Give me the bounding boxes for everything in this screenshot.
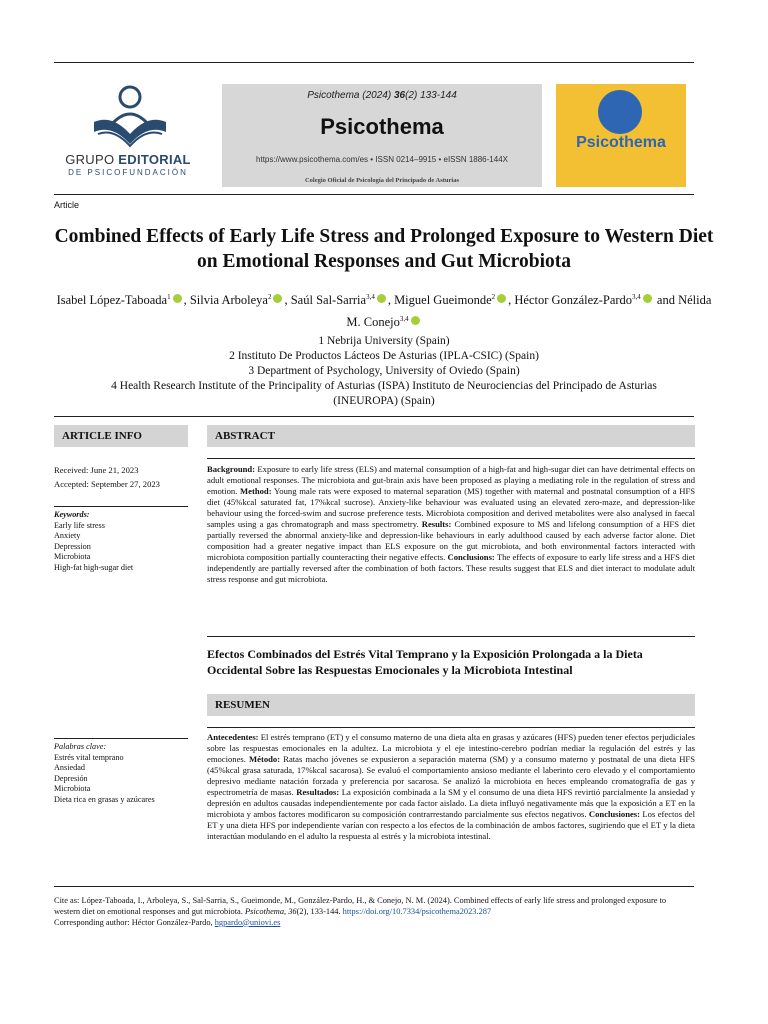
resumen-rule — [207, 727, 695, 728]
palabras-rule — [54, 738, 188, 739]
colegio-line: Colegio Oficial de Psicología del Principado de Asturias — [304, 177, 459, 184]
doi-link[interactable]: https://doi.org/10.7334/psicothema2023.287 — [342, 906, 492, 916]
article-title: Combined Effects of Early Life Stress and Prolonged Exposure to Western Diet on Emotional Responses and Gut Microbiota — [54, 226, 714, 272]
keyword: Depression — [54, 541, 91, 551]
abstract-heading: ABSTRACT — [207, 425, 695, 447]
cite-as: Cite as: López-Taboada, I., Arboleya, S., Sal-Sarria, S., Gueimonde, M., González-Pardo, H., & Conejo, N. M. (2024). Combined effects of early life stress and prolonged exposure to western diet on emotional responses and gut microbiota. Psicothema, 36(2), 133-144. https://doi.org/10.7334/psicothema2023.287 — [54, 896, 667, 916]
affiliation: 2 Instituto De Productos Lácteos De Asturias (IPLA-CSIC) (Spain) — [229, 350, 539, 362]
author-list — [54, 288, 714, 332]
affiliation: 4 Health Research Institute of the Principality of Asturias (ISPA) Instituto de Neurociencias del Principado de Asturias — [111, 380, 657, 392]
journal-url-issn[interactable]: https://www.psicothema.com/es • ISSN 0214–9915 • eISSN 1886-144X — [256, 155, 508, 164]
keywords-block — [54, 510, 188, 573]
corresponding-author: Corresponding author: Héctor González-Pardo, hgpardo@uniovi.es — [54, 917, 281, 927]
orcid-icon[interactable] — [411, 316, 420, 325]
palabras-clave-block — [54, 742, 188, 805]
keyword: Early life stress — [54, 520, 105, 530]
email-link[interactable]: hgpardo@uniovi.es — [214, 917, 281, 927]
journal-title: Psicothema — [320, 114, 444, 139]
keywords-label: Keywords: — [54, 510, 90, 519]
keyword: Anxiety — [54, 531, 81, 540]
author: Isabel López-Taboada$^1$ , — [56, 293, 190, 308]
spanish-title-rule — [207, 636, 695, 637]
footer-rule — [54, 886, 694, 887]
keyword: Dieta rica en grasas y azúcares — [54, 794, 155, 804]
author: Silvia Arboleya$^2$ , — [189, 293, 291, 308]
author: Héctor González-Pardo$^{3,4}$ and — [514, 293, 679, 308]
resumen-heading: RESUMEN — [207, 694, 695, 716]
accepted-date: Accepted: September 27, 2023 — [54, 479, 160, 489]
author: Nélida M. Conejo$^{3,4}$ — [346, 293, 712, 330]
logo-text: Psicothema — [576, 134, 666, 151]
orcid-icon[interactable] — [173, 294, 182, 303]
logo-circle-icon — [598, 90, 642, 134]
publisher-name: GRUPO EDITORIAL — [65, 152, 191, 167]
publisher-subtitle: DE PSICOFUNDACIÓN — [68, 168, 188, 177]
keyword: Estrés vital temprano — [54, 752, 124, 762]
publisher-logo-icon — [90, 84, 170, 150]
orcid-icon[interactable] — [377, 294, 386, 303]
author: Miguel Gueimonde$^2$ , — [394, 293, 515, 308]
orcid-icon[interactable] — [497, 294, 506, 303]
article-info-heading: ARTICLE INFO — [54, 425, 188, 447]
orcid-icon[interactable] — [643, 294, 652, 303]
orcid-icon[interactable] — [273, 294, 282, 303]
affiliation: 1 Nebrija University (Spain) — [318, 335, 450, 347]
header-rule — [54, 194, 694, 195]
article-type-label: Article — [54, 200, 80, 210]
palabras-clave-label: Palabras clave: — [54, 742, 107, 751]
journal-citation: Psicothema (2024) 36(2) 133-144 — [307, 90, 457, 101]
keywords-rule — [54, 506, 188, 507]
keyword: Microbiota — [54, 784, 91, 793]
keyword: Depresión — [54, 773, 88, 783]
keyword: Microbiota — [54, 552, 91, 561]
citation-footer — [54, 896, 694, 928]
affiliation: (INEUROPA) (Spain) — [333, 395, 435, 407]
psicothema-logo — [556, 84, 686, 187]
affiliation: 3 Department of Psychology, University of Oviedo (Spain) — [248, 365, 520, 377]
top-rule — [54, 62, 694, 63]
affiliation-rule — [54, 416, 694, 417]
received-date: Received: June 21, 2023 — [54, 465, 139, 475]
keyword: Ansiedad — [54, 763, 85, 772]
author: Saúl Sal-Sarria$^{3,4}$ , — [290, 293, 395, 308]
keyword: High-fat high-sugar diet — [54, 562, 134, 572]
spanish-title: Efectos Combinados del Estrés Vital Temprano y la Exposición Prolongada a la Dieta Occidental Sobre las Respuestas Emocionales y la Microbiota Intestinal — [207, 647, 643, 677]
abstract-rule — [207, 458, 695, 459]
abstract-text: Background: Exposure to early life stress (ELS) and maternal consumption of a high-fat and high-sugar diet can have detrimental effects on adult emotional responses. The microbiota and gut-brain axis have been proposed as playing a mediating role in the regulation of stress and emotion. Method: Young male rats were exposed to maternal separation (MS) together with maternal and postnatal consumption of a HFS diet (45%kcal saturated fat, 17%kcal sucrose). Anxiety-like behaviour was evaluated using an elevated zero-maze, and depression-like behaviour using the forced-swim and sucrose preference tests. Microbiota composition and derived metabolites were also analysed in faecal samples using a gas chromatograph and mass spectrometry. Results: Combined exposure to MS and lifelong consumption of a HFS diet partially reversed the abnormal anxiety-like and depression-like behaviours in early adulthood caused by each adverse factor alone. Diet composition had a greater negative impact than ELS exposure on the gut microbiota, and both environmental factors interacted with microbiota composition partially counteracting their negative effects. Conclusions: The effects of exposure to early life stress and a HFS diet independently are partially reversed after the combination of both factors. These results suggest that ELS and diet interact to modulate adult stress response and gut microbiota. — [207, 464, 696, 584]
resumen-text: Antecedentes: El estrés temprano (ET) y el consumo materno de una dieta alta en grasas y azúcares (HFS) pueden tener efectos perjudiciales sobre las respuestas emocionales en la adultez. La microbiota y el eje intestino-cerebro podrían mediar la regulación del estrés y las emociones. Método: Ratas macho jóvenes se expusieron a separación materna (SM) y a consumo materno y postnatal de una dieta HFS (45%kcal grasa saturada, 17%kcal sacarosa). Se evaluó el comportamiento ansioso mediante el laberinto cero elevado y el comportamiento depresivo mediante natación forzada y preferencia por sacarosa. Se analizó la microbiota en heces empleando cromatografía de gas y espectrometría de masas. Resultados: La exposición combinada a la SM y el consumo de una dieta HFS revirtió parcialmente la ansiedad y depresión en adultos causadas independientemente por cada factor aislado. La dieta influyó negativamente más que la exposición a ET en la microbiota y ambos factores modificaron su composición contrarrestando parcialmente sus efectos negativos. Conclusiones: Los efectos del ET y una dieta HFS por independiente varían con respecto a los efectos de la combinación de ambos factores, sugiriendo que el ET y la dieta interactúan modulando en el adulto la respuesta al estrés y la microbiota intestinal. — [207, 732, 696, 841]
